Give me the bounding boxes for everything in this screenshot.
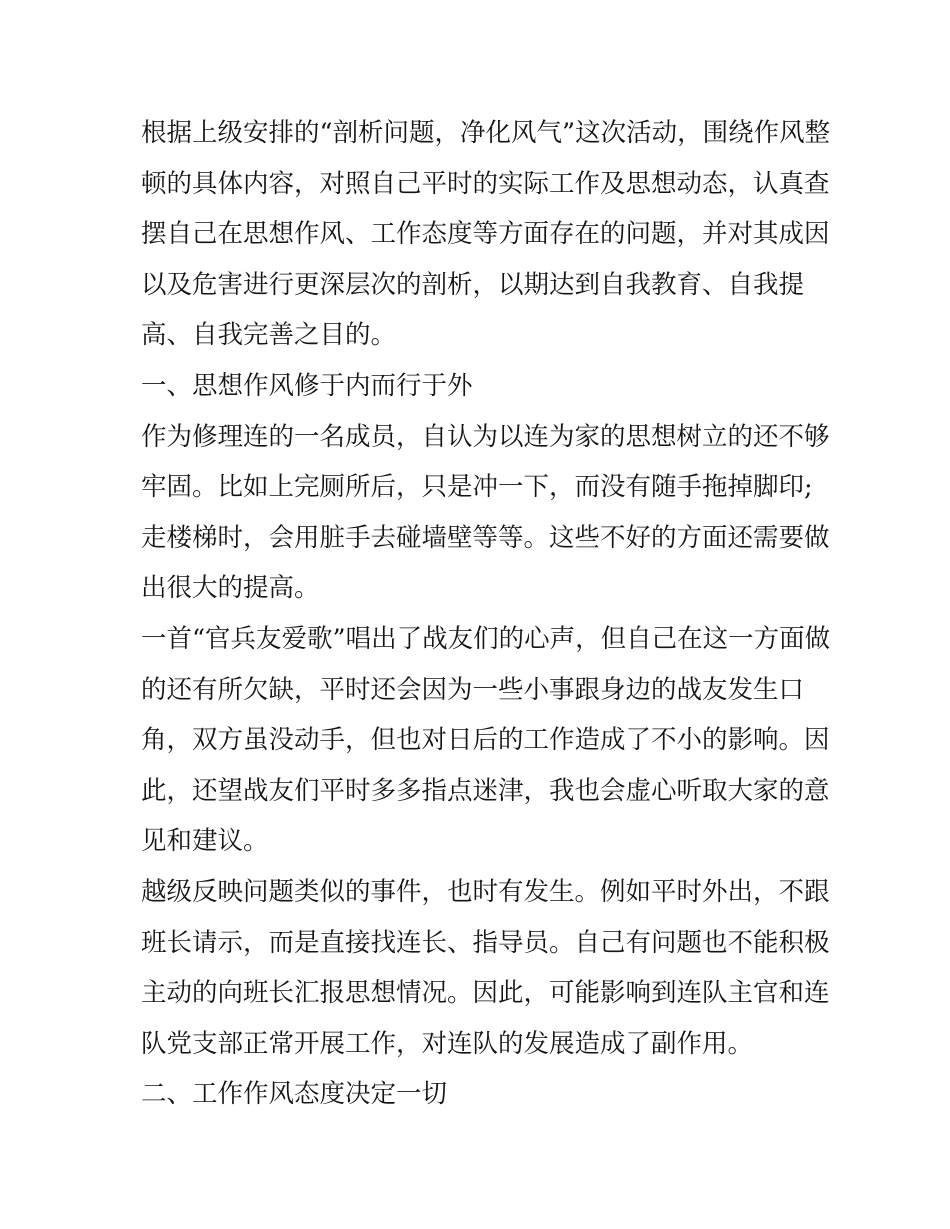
text-line: 一首“官兵友爱歌”唱出了战友们的心声，但自己在这一方面做	[141, 623, 831, 654]
text-line: 主动的向班长汇报思想情况。因此，可能影响到连队主官和连	[141, 978, 830, 1009]
text-line: 见和建议。	[141, 826, 269, 857]
text-line: 班长请示，而是直接找连长、指导员。自己有问题也不能积极	[141, 927, 830, 958]
text-line: 出很大的提高。	[141, 573, 320, 604]
text-line: 越级反映问题类似的事件，也时有发生。例如平时外出，不跟	[141, 876, 830, 907]
document-body	[141, 108, 831, 1120]
text-line: 作为修理连的一名成员，自认为以连为家的思想树立的还不够	[141, 421, 830, 452]
text-line: 以及危害进行更深层次的剖析，以期达到自我教育、自我提	[141, 269, 805, 300]
text-line: 的还有所欠缺，平时还会因为一些小事跟身边的战友发生口	[141, 674, 805, 705]
text-line: 根据上级安排的“剖析问题，净化风气”这次活动，围绕作风整	[141, 118, 831, 148]
text-line: 顿的具体内容，对照自己平时的实际工作及思想动态，认真查	[141, 168, 830, 199]
text-line: 此，还望战友们平时多多指点迷津，我也会虚心听取大家的意	[141, 775, 830, 806]
text-line: 高、自我完善之目的。	[141, 320, 397, 351]
text-line: 队党支部正常开展工作，对连队的发展造成了副作用。	[141, 1028, 754, 1059]
text-line: 角，双方虽没动手，但也对日后的工作造成了不小的影响。因	[141, 725, 830, 756]
text-line: 牢固。比如上完厕所后，只是冲一下，而没有随手拖掉脚印;	[141, 472, 813, 503]
text-line: 摆自己在思想作风、工作态度等方面存在的问题，并对其成因	[141, 219, 830, 250]
section-heading: 一、思想作风修于内而行于外	[141, 370, 473, 401]
text-line: 走楼梯时，会用脏手去碰墙壁等等。这些不好的方面还需要做	[141, 522, 830, 553]
section-heading: 二、工作作风态度决定一切	[141, 1079, 448, 1110]
